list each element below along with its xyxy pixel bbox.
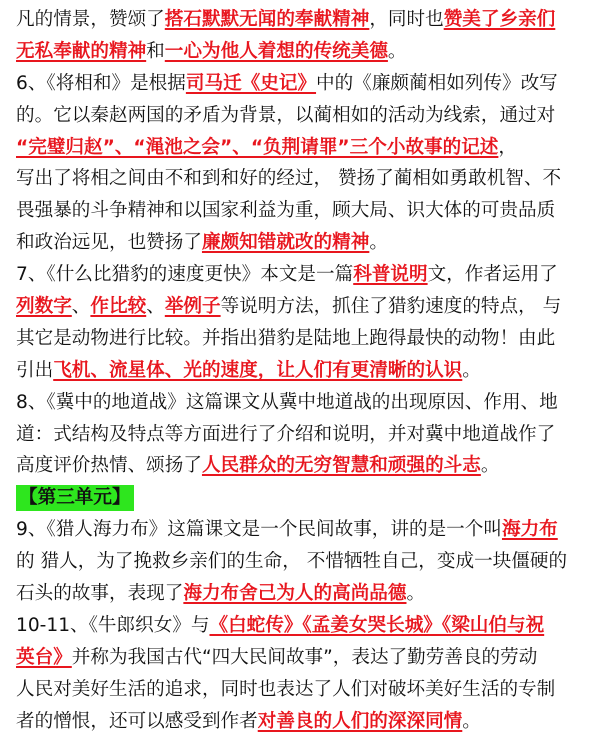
text-segment: 。 bbox=[462, 710, 481, 732]
text-segment: 引出 bbox=[16, 359, 54, 381]
text-segment: 。 bbox=[406, 583, 426, 605]
answer-highlight: 对善良的人们的深深同情 bbox=[257, 710, 463, 732]
text-segment: 者的憎恨，还可以感受到作者 bbox=[16, 710, 258, 732]
text-segment: 高度评价热情、颂扬了 bbox=[16, 455, 202, 477]
text-segment: 人民对美好生活的追求，同时也表达了人们对破坏美好生活的专制 bbox=[16, 678, 556, 700]
text-line bbox=[16, 610, 588, 642]
text-line bbox=[16, 419, 588, 451]
text-segment: 石头的故事，表现了 bbox=[16, 583, 184, 605]
text-line bbox=[16, 706, 588, 737]
answer-highlight: 无私奉献的精神 bbox=[16, 40, 147, 62]
text-line bbox=[16, 36, 588, 68]
answer-highlight: 人民群众的无穷智慧和顽强的斗志 bbox=[201, 455, 481, 477]
answer-highlight: 赞美了乡亲们 bbox=[443, 9, 556, 30]
text-line bbox=[16, 450, 588, 482]
text-segment: 的 猎人，为了挽救乡亲们的生命， 不惜牺牲自己，变成一块僵硬的 bbox=[16, 551, 568, 573]
text-line bbox=[16, 578, 588, 610]
text-line bbox=[16, 355, 588, 387]
text-line bbox=[16, 227, 588, 259]
answer-highlight: 《白蛇传》《孟姜女哭长城》《梁山伯与祝 bbox=[209, 614, 545, 636]
text-segment: 、 bbox=[146, 296, 165, 318]
text-segment: 其它是动物进行比较。并指出猎豹是陆地上跑得最快的动物！由此 bbox=[16, 327, 556, 349]
answer-highlight: 飞机、流星体、光的速度，让人们有更清晰的认识 bbox=[53, 359, 463, 381]
text-segment: 、 bbox=[71, 296, 91, 318]
text-segment: 的。它以秦赵两国的矛盾为背景，以蔺相如的活动为线索，通过对 bbox=[16, 104, 556, 126]
text-segment: ，同时也 bbox=[369, 9, 444, 30]
section-heading: 【第三单元】 bbox=[16, 485, 134, 511]
text-segment: 10-11、《牛郎织女》与 bbox=[16, 614, 210, 636]
text-line bbox=[16, 132, 588, 164]
text-line bbox=[16, 291, 588, 323]
text-line bbox=[16, 387, 588, 419]
document-page bbox=[16, 4, 588, 737]
text-segment: 。 bbox=[462, 359, 481, 381]
text-segment: 并称为我国古代“四大民间故事”，表达了勤劳善良的劳动 bbox=[71, 646, 538, 668]
text-line bbox=[16, 323, 588, 355]
text-line bbox=[16, 163, 588, 195]
text-segment: 。 bbox=[387, 40, 407, 62]
text-line bbox=[16, 68, 588, 100]
text-segment: 中的《廉颇蔺相如列传》改写 bbox=[316, 72, 558, 94]
answer-highlight: 搭石默默无闻的奉献精神 bbox=[164, 9, 370, 30]
answer-highlight: 海力布 bbox=[501, 519, 558, 541]
text-line bbox=[16, 642, 588, 674]
answer-highlight: “完璧归赵”、“渑池之会”、“负荆请罪”三个小故事的记述 bbox=[16, 136, 499, 158]
text-line bbox=[16, 514, 588, 546]
answer-highlight: 廉颇知错就改的精神 bbox=[201, 232, 370, 254]
answer-highlight: 列数字 bbox=[16, 296, 72, 318]
text-segment: 6、《将相和》是根据 bbox=[16, 72, 186, 94]
answer-highlight: 作比较 bbox=[90, 296, 147, 318]
text-segment: 畏强暴的斗争精神和以国家利益为重，顾大局、识大体的可贵品质 bbox=[16, 200, 556, 222]
text-segment: 9、《猎人海力布》这篇课文是一个民间故事，讲的是一个叫 bbox=[16, 519, 502, 541]
answer-highlight: 海力布舍己为人的高尚品德 bbox=[183, 583, 407, 605]
text-segment: 凡的情景，赞颂了 bbox=[16, 9, 165, 30]
answer-highlight: 科普说明 bbox=[353, 264, 428, 286]
answer-highlight: 英台》 bbox=[16, 646, 72, 668]
text-segment: 。 bbox=[369, 232, 388, 254]
text-line bbox=[16, 100, 588, 132]
text-segment: ， bbox=[498, 136, 517, 158]
answer-highlight: 司马迁《史记》 bbox=[185, 72, 317, 94]
answer-highlight: 一心为他人着想的传统美德 bbox=[164, 40, 388, 62]
text-segment: 和 bbox=[146, 40, 165, 62]
text-segment: 文，作者运用了 bbox=[427, 264, 558, 286]
text-segment: 等说明方法，抓住了猎豹速度的特点， 与 bbox=[220, 296, 562, 318]
text-segment: 写出了将相之间由不和到和好的经过， 赞扬了蔺相如勇敢机智、不 bbox=[16, 168, 562, 190]
text-segment: 8、《冀中的地道战》这篇课文从冀中地道战的出现原因、作用、地 bbox=[16, 391, 558, 413]
text-line bbox=[16, 546, 588, 578]
text-line bbox=[16, 674, 588, 706]
text-segment: 。 bbox=[480, 455, 500, 477]
text-segment: 和政治远见，也赞扬了 bbox=[16, 232, 202, 254]
text-line bbox=[16, 259, 588, 291]
text-line bbox=[16, 482, 588, 514]
text-segment: 7、《什么比猎豹的速度更快》本文是一篇 bbox=[16, 264, 354, 286]
text-line bbox=[16, 4, 588, 36]
answer-highlight: 举例子 bbox=[164, 296, 221, 318]
text-segment: 道：式结构及特点等方面进行了介绍和说明，并对冀中地道战作了 bbox=[16, 423, 556, 445]
text-line bbox=[16, 195, 588, 227]
